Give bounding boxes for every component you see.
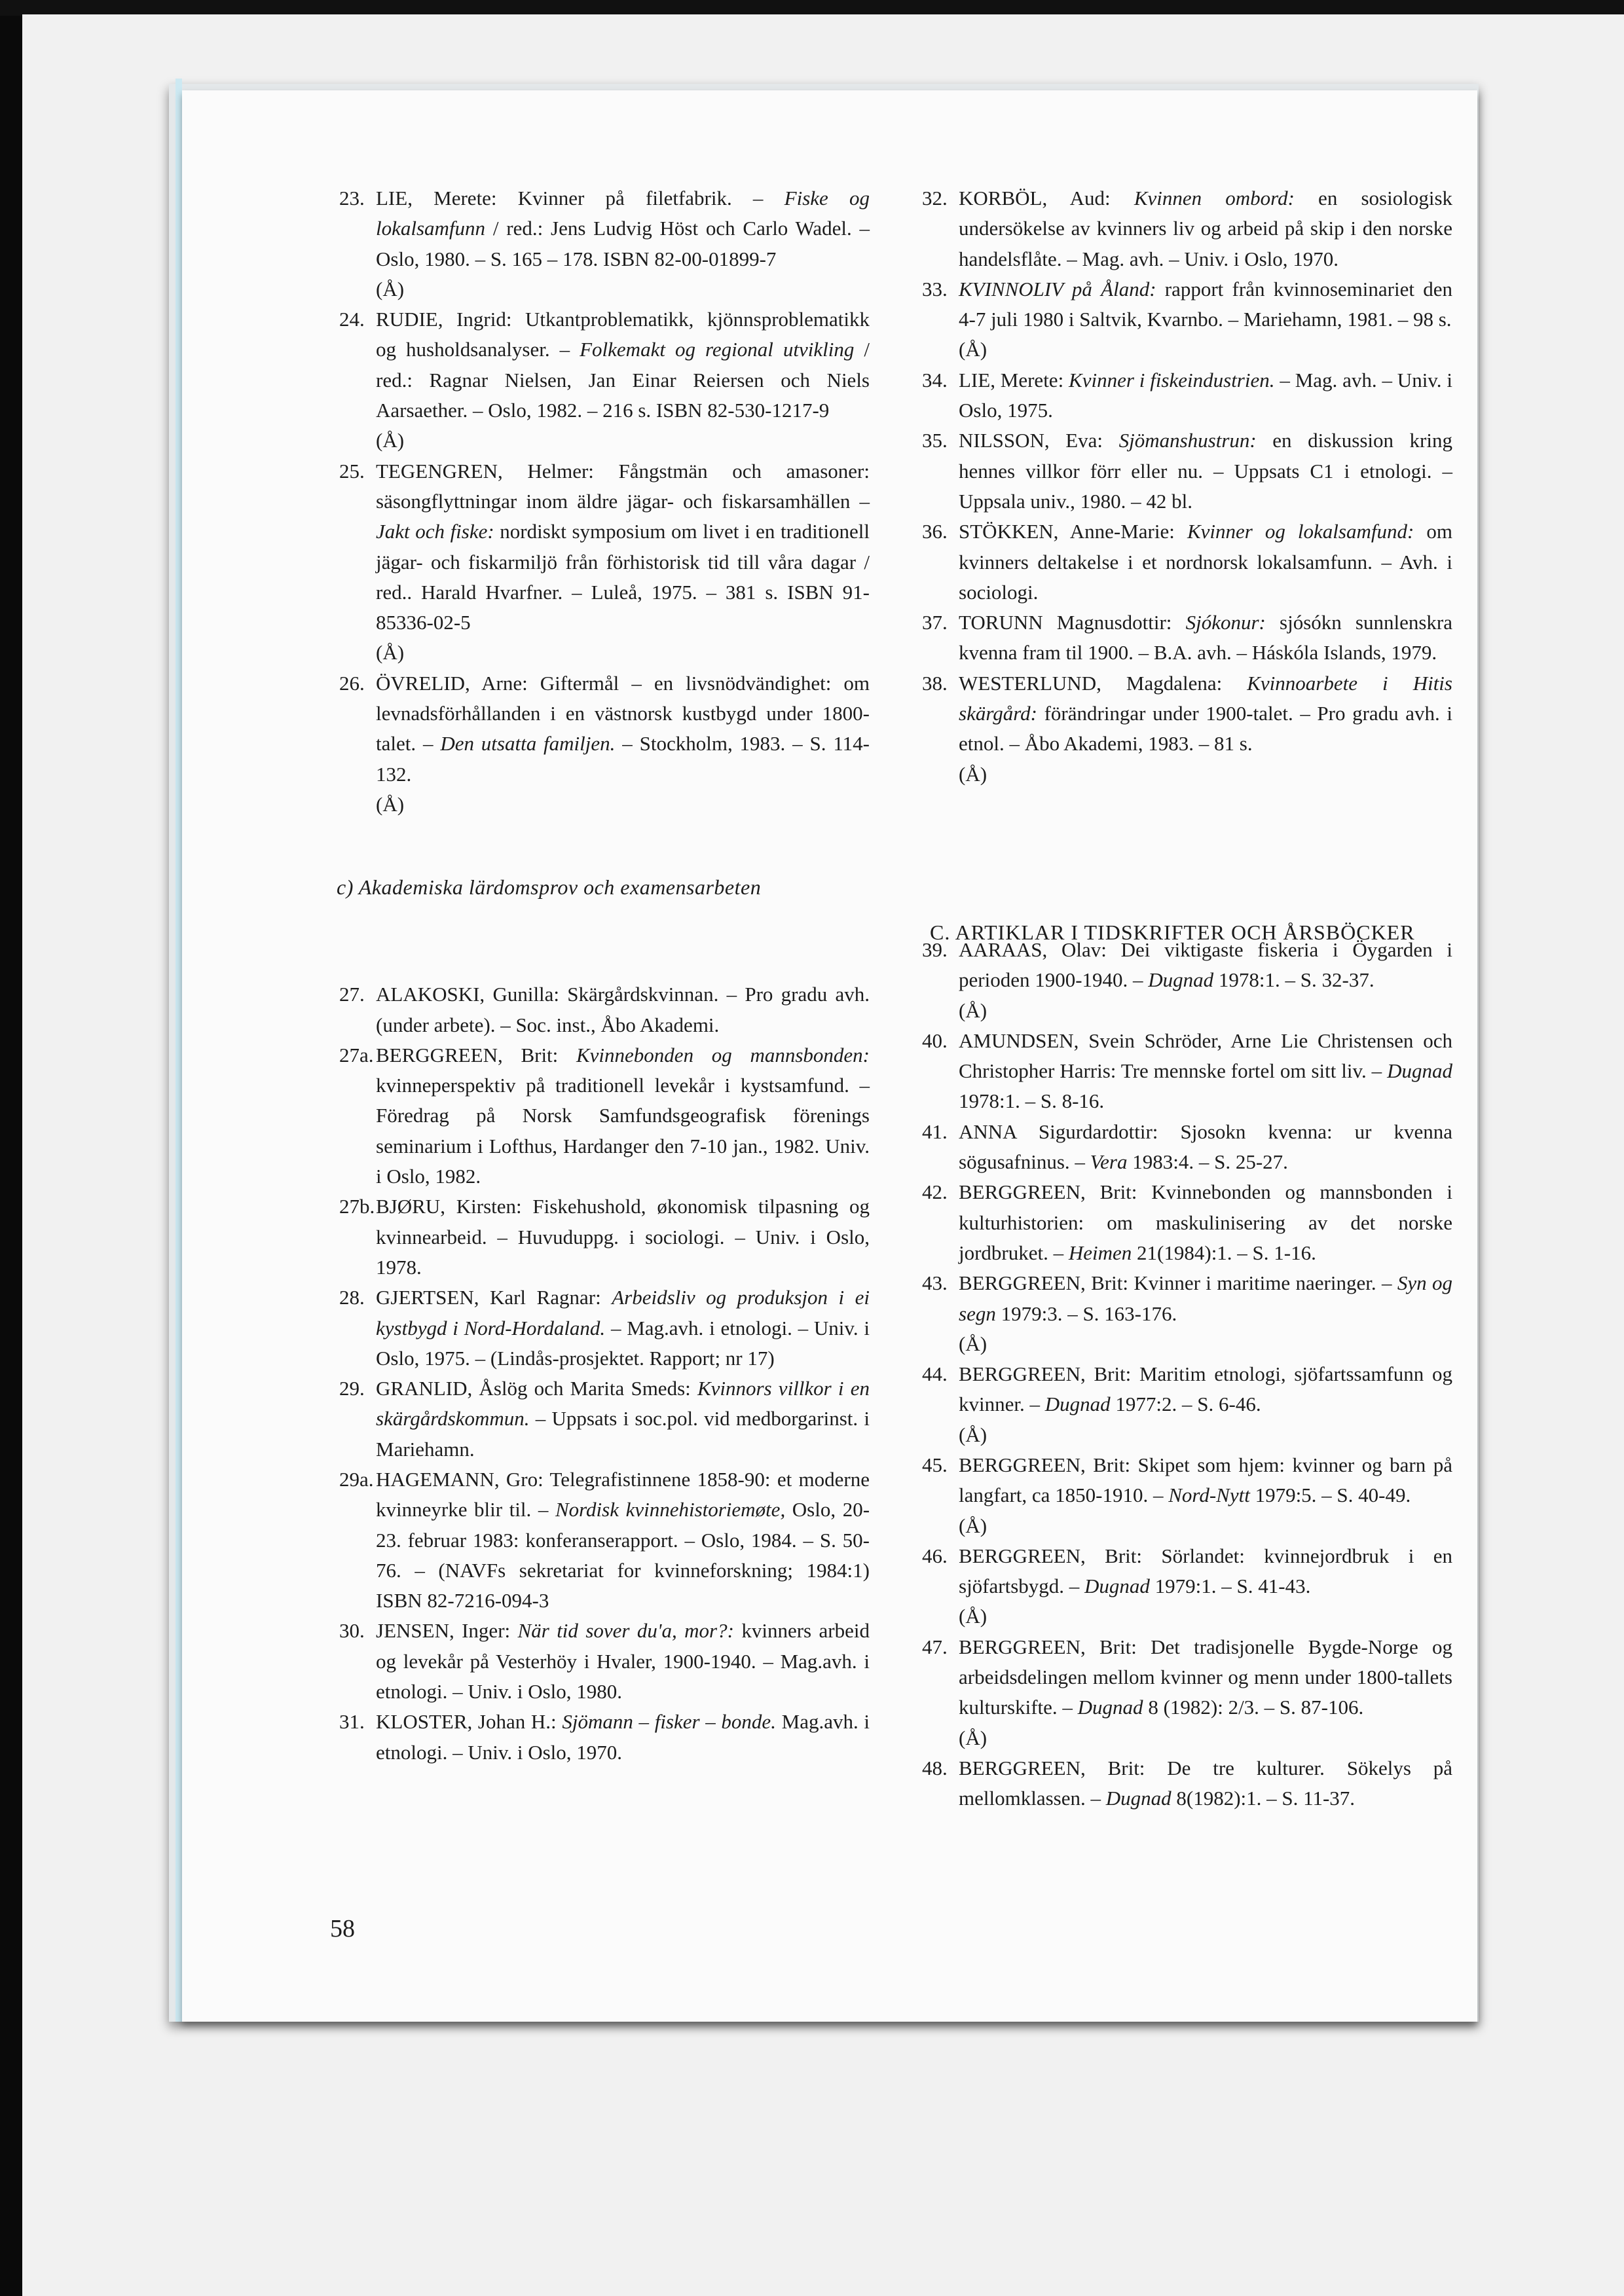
entry-number: 32. — [922, 187, 948, 210]
entry-mark: (Å) — [959, 1514, 987, 1537]
bibliography-entry — [339, 1616, 870, 1707]
entry-text: KLOSTER, Johan H.: Sjömann – fisker – bonde. Mag.avh. i etnologi. – Univ. i Oslo, 1970. — [376, 1710, 870, 1764]
entry-text: BERGGREEN, Brit: Kvinnebonden og mannsbonden: kvinneperspektiv på traditionell levekår i kystsamfund. – Föredrag på Norsk Samfundsgeografisk förenings seminarium i Lofthus, Hardanger den 7-10 jan., 1982. Univ. i Oslo, 1982. — [376, 1043, 870, 1188]
section-main-heading: C. ARTIKLAR I TIDSKRIFTER OCH ÅRSBÖCKER — [930, 920, 1415, 944]
entry-text: BERGGREEN, Brit: Maritim etnologi, sjöfartssamfunn og kvinner. – Dugnad 1977:2. – S. 6-46. — [959, 1362, 1452, 1416]
entry-number: 24. — [339, 308, 365, 331]
entry-text: ANNA Sigurdardottir: Sjosokn kvenna: ur kvenna sögusafninus. – Vera 1983:4. – S. 25-27. — [959, 1120, 1452, 1174]
entry-mark: (Å) — [959, 1726, 987, 1749]
entry-text: ALAKOSKI, Gunilla: Skärgårdskvinnan. – Pro gradu avh. (under arbete). – Soc. inst., Åbo Akademi. — [376, 983, 870, 1036]
entry-number: 25. — [339, 459, 365, 483]
bibliography-entry — [339, 456, 870, 668]
entry-text: LIE, Merete: Kvinner i fiskeindustrien. – Mag. avh. – Univ. i Oslo, 1975. — [959, 368, 1452, 422]
bibliography-entry — [922, 1117, 1452, 1178]
entry-mark: (Å) — [376, 641, 405, 665]
bibliography-entry — [339, 183, 870, 304]
entry-number: 40. — [922, 1029, 948, 1052]
entry-text: HAGEMANN, Gro: Telegrafistinnene 1858-90: et moderne kvinneyrke blir til. – Nordisk kvinnehistoriemøte, Oslo, 20-23. februar 1983: konferanserapport. – Oslo, 1984. – S. 50-76. – (NAVFs sekretariat for kvinneforskning; 1984:1) ISBN 82-7216-094-3 — [376, 1467, 870, 1613]
entry-mark: (Å) — [959, 998, 987, 1022]
entry-text: KVINNOLIV på Åland: rapport från kvinnoseminariet den 4-7 juli 1980 i Saltvik, Kvarnbo. – Mariehamn, 1981. – 98 s. — [959, 277, 1452, 331]
entry-number: 34. — [922, 368, 948, 392]
entry-number: 37. — [922, 611, 948, 634]
left-bottom-entries — [339, 979, 870, 1768]
entry-number: 42. — [922, 1180, 948, 1204]
bibliography-entry — [339, 668, 870, 820]
entry-number: 29. — [339, 1377, 365, 1400]
entry-number: 38. — [922, 671, 948, 695]
gap-before-subheading — [339, 820, 870, 923]
bibliography-entry — [922, 517, 1452, 608]
right-top-entries — [922, 183, 1452, 790]
main-heading-spacer — [922, 790, 1452, 935]
bibliography-entry — [339, 304, 870, 456]
bibliography-entry — [922, 1753, 1452, 1814]
entry-mark: (Å) — [959, 338, 987, 361]
entry-number: 27b. — [339, 1195, 375, 1218]
section-subheading: c) Akademiska lärdomsprov och examensarbeten — [337, 875, 762, 899]
bibliography-entry — [922, 426, 1452, 517]
entry-text: RUDIE, Ingrid: Utkantproblematikk, kjönnsproblematikk og husholdsanalyser. – Folkemakt og regional utvikling / red.: Ragnar Nielsen, Jan Einar Reiersen och Niels Aarsaether. – Oslo, 1982. – 216 s. ISBN 82-530-1217-9 — [376, 308, 870, 422]
entry-number: 47. — [922, 1635, 948, 1658]
entry-number: 44. — [922, 1362, 948, 1386]
entry-number: 45. — [922, 1453, 948, 1476]
entry-number: 27a. — [339, 1043, 374, 1066]
bibliography-entry — [339, 1192, 870, 1283]
entry-text: BERGGREEN, Brit: De tre kulturer. Sökelys på mellomklassen. – Dugnad 8(1982):1. – S. 11-37. — [959, 1756, 1452, 1810]
entry-number: 35. — [922, 429, 948, 452]
entry-text: NILSSON, Eva: Sjömanshustrun: en diskussion kring hennes villkor förr eller nu. – Uppsats C1 i etnologi. – Uppsala univ., 1980. – 42 bl. — [959, 429, 1452, 513]
entry-text: GJERTSEN, Karl Ragnar: Arbeidsliv og produksjon i ei kystbygd i Nord-Hordaland. – Mag.avh. i etnologi. – Univ. i Oslo, 1975. – (Lindås-prosjektet. Rapport; nr 17) — [376, 1286, 870, 1370]
entry-text: WESTERLUND, Magdalena: Kvinnoarbete i Hitis skärgård: förändringar under 1900-talet. – Pro gradu avh. i etnol. – Åbo Akademi, 1983. – 81 s. — [959, 671, 1452, 756]
left-top-entries — [339, 183, 870, 820]
entry-number: 30. — [339, 1619, 365, 1643]
entry-number: 31. — [339, 1710, 365, 1734]
entry-mark: (Å) — [959, 1605, 987, 1628]
entry-text: LIE, Merete: Kvinner på filetfabrik. – Fiske og lokalsamfunn / red.: Jens Ludvig Höst och Carlo Wadel. – Oslo, 1980. – S. 165 – 178. ISBN 82-00-01899-7 — [376, 187, 870, 270]
page-number: 58 — [330, 1915, 355, 1942]
bibliography-entry — [922, 365, 1452, 426]
entry-text: AARAAS, Olav: Dei viktigaste fiskeria i Öygarden i perioden 1900-1940. – Dugnad 1978:1. – S. 32-37. — [959, 938, 1452, 992]
bibliography-entry — [922, 608, 1452, 668]
subheading-spacer — [339, 923, 870, 979]
entry-number: 43. — [922, 1271, 948, 1295]
bibliography-entry — [339, 1283, 870, 1374]
entry-text: BERGGREEN, Brit: Skipet som hjem: kvinner og barn på langfart, ca 1850-1910. – Nord-Nytt 1979:5. – S. 40-49. — [959, 1453, 1452, 1507]
entry-number: 46. — [922, 1544, 948, 1567]
entry-text: BJØRU, Kirsten: Fiskehushold, økonomisk tilpasning og kvinnearbeid. – Huvuduppg. i sociologi. – Univ. i Oslo, 1978. — [376, 1195, 870, 1279]
entry-text: TEGENGREN, Helmer: Fångstmän och amasoner: säsongflyttningar inom äldre jägar- och fiskarsamhällen – Jakt och fiske: nordiskt symposium om livet i en traditionell jägar- och fiskarmiljö från förhistorisk tid till våra dagar / red.. Harald Hvarfner. – Luleå, 1975. – 381 s. ISBN 91-85336-02-5 — [376, 459, 870, 634]
entry-number: 23. — [339, 187, 365, 210]
entry-mark: (Å) — [376, 792, 405, 816]
bibliography-entry — [922, 1450, 1452, 1541]
right-column — [922, 183, 1452, 1814]
entry-text: TORUNN Magnusdottir: Sjókonur: sjósókn sunnlenskra kvenna fram til 1900. – B.A. avh. – Háskóla Islands, 1979. — [959, 611, 1453, 665]
scanner-top-strip — [0, 0, 1624, 16]
entry-mark: (Å) — [376, 429, 405, 452]
entry-text: JENSEN, Inger: När tid sover du'a, mor?: kvinners arbeid og levekår på Vesterhöy i Hvaler, 1900-1940. – Mag.avh. i etnologi. – Univ. i Oslo, 1980. — [376, 1619, 870, 1704]
underlying-page-edge — [175, 79, 182, 2022]
entry-number: 28. — [339, 1286, 365, 1309]
entry-mark: (Å) — [376, 277, 405, 301]
bibliography-entry — [339, 1040, 870, 1192]
entry-text: BERGGREEN, Brit: Kvinner i maritime naeringer. – Syn og segn 1979:3. – S. 163-176. — [959, 1271, 1452, 1325]
bibliography-entry — [922, 1541, 1452, 1632]
bibliography-entry — [922, 1359, 1452, 1450]
entry-mark: (Å) — [959, 1332, 987, 1355]
bibliography-entry — [339, 1374, 870, 1465]
bibliography-entry — [922, 1268, 1452, 1359]
bibliography-entry — [922, 668, 1452, 790]
entry-number: 36. — [922, 520, 948, 543]
entry-number: 27. — [339, 983, 365, 1006]
bibliography-entry — [922, 935, 1452, 1026]
document-page — [182, 90, 1477, 2022]
bibliography-entry — [339, 979, 870, 1040]
entry-text: BERGGREEN, Brit: Sörlandet: kvinnejordbruk i en sjöfartsbygd. – Dugnad 1979:1. – S. 41-43. — [959, 1544, 1452, 1598]
bibliography-entry — [339, 1465, 870, 1616]
entry-text: BERGGREEN, Brit: Det tradisjonelle Bygde-Norge og arbeidsdelingen mellom kvinner og menn under 1800-tallets kulturskifte. – Dugnad 8 (1982): 2/3. – S. 87-106. — [959, 1635, 1452, 1719]
entry-text: KORBÖL, Aud: Kvinnen ombord: en sosiologisk undersökelse av kvinners liv og arbeid på skip i den norske handelsflåte. – Mag. avh. – Univ. i Oslo, 1970. — [959, 187, 1453, 270]
bibliography-entry — [922, 1177, 1452, 1268]
right-bottom-entries — [922, 935, 1452, 1814]
entry-text: GRANLID, Åslög och Marita Smeds: Kvinnors villkor i en skärgårdskommun. – Uppsats i soc.pol. vid medborgarinst. i Mariehamn. — [376, 1377, 870, 1461]
bibliography-entry — [922, 1632, 1452, 1753]
entry-mark: (Å) — [959, 762, 987, 786]
bibliography-entry — [922, 1026, 1452, 1117]
entry-number: 26. — [339, 671, 365, 695]
entry-number: 39. — [922, 938, 948, 961]
left-column — [339, 183, 870, 1768]
entry-number: 48. — [922, 1756, 948, 1779]
bibliography-entry — [922, 183, 1452, 274]
entry-text: BERGGREEN, Brit: Kvinnebonden og mannsbonden i kulturhistorien: om maskulinisering av det norske jordbruket. – Heimen 21(1984):1. – S. 1-16. — [959, 1180, 1452, 1264]
entry-mark: (Å) — [959, 1423, 987, 1446]
entry-number: 41. — [922, 1120, 948, 1143]
bibliography-entry — [922, 274, 1452, 365]
entry-number: 29a. — [339, 1467, 374, 1491]
bibliography-entry — [339, 1707, 870, 1768]
entry-text: ÖVRELID, Arne: Giftermål – en livsnödvändighet: om levnadsförhållanden i en västnorsk kustbygd under 1800-talet. – Den utsatta familjen. – Stockholm, 1983. – S. 114-132. — [376, 671, 870, 786]
entry-text: STÖKKEN, Anne-Marie: Kvinner og lokalsamfund: om kvinners deltakelse i et nordnorsk lokalsamfunn. – Avh. i sociologi. — [959, 520, 1452, 604]
entry-number: 33. — [922, 277, 948, 301]
entry-text: AMUNDSEN, Svein Schröder, Arne Lie Christensen och Christopher Harris: Tre mennske fortel om sitt liv. – Dugnad 1978:1. – S. 8-16. — [959, 1029, 1452, 1113]
